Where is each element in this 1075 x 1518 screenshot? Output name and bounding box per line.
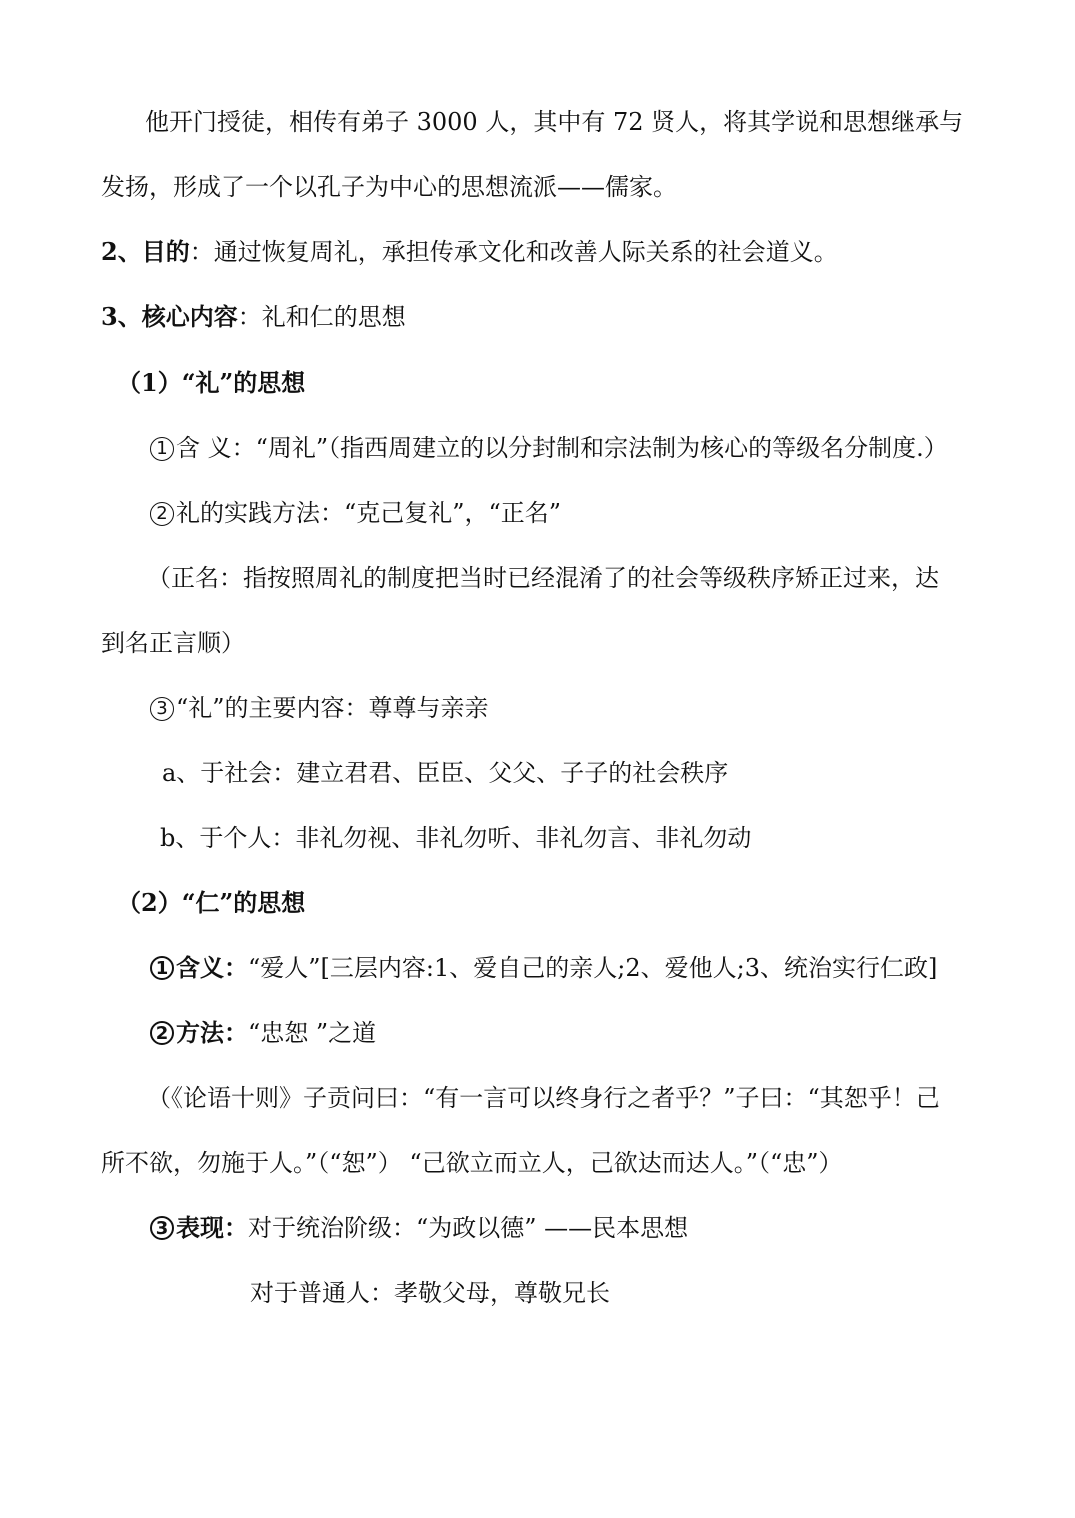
item-text: “爱人”[三层内容:1、爱自己的亲人;2、爱他人;3、统治实行仁政] (248, 954, 938, 982)
note-line: （正名：指按照周礼的制度把当时已经混淆了的社会等级秩序矫正过来，达 (147, 564, 939, 592)
item-text: 含 义：“周礼”（指西周建立的以分封制和宗法制为核心的等级名分制度.） (176, 434, 948, 462)
item-text: 礼的实践方法：“克己复礼”，“正名” (176, 499, 562, 527)
subsection-heading-li: （1）“礼”的思想 (117, 368, 306, 397)
li-item-1 (150, 431, 948, 465)
ren-item-3-continuation: 对于普通人：孝敬父母，尊敬兄长 (250, 1279, 610, 1307)
section-2 (101, 235, 838, 269)
section-heading: 2、目的 (101, 237, 190, 266)
section-text: 通过恢复周礼，承担传承文化和改善人际关系的社会道义。 (213, 238, 838, 266)
circled-number: 2 (150, 502, 174, 526)
quote-line: （《论语十则》子贡问曰：“有一言可以终身行之者乎？”子曰：“其恕乎！己 (147, 1084, 940, 1112)
note-line: 到名正言顺） (101, 629, 245, 657)
ren-item-1 (150, 951, 937, 985)
section-heading: 3、核心内容 (101, 302, 238, 331)
item-label: 含义： (176, 953, 248, 982)
circled-number: 3 (150, 1216, 174, 1240)
colon: ： (237, 303, 262, 331)
item-text: 对于统治阶级：“为政以德” ——民本思想 (248, 1214, 689, 1242)
li-item-2 (150, 496, 561, 530)
paragraph-line: 他开门授徒，相传有弟子 3000 人，其中有 72 贤人，将其学说和思想继承与 (145, 108, 964, 136)
quote-line: 所不欲，勿施于人。”（“恕”） “己欲立而立人，己欲达而达人。”（“忠”） (101, 1149, 843, 1177)
ren-item-3 (150, 1211, 688, 1245)
item-label: 表现： (176, 1213, 248, 1242)
subsection-heading-ren: （2）“仁”的思想 (117, 888, 306, 917)
circled-number: 1 (150, 956, 174, 980)
item-label: 方法： (176, 1018, 248, 1047)
sub-item-a: a、于社会：建立君君、臣臣、父父、子子的社会秩序 (162, 759, 729, 787)
circled-number: 2 (150, 1021, 174, 1045)
ren-item-2 (150, 1016, 376, 1050)
item-text: “礼”的主要内容：尊尊与亲亲 (176, 694, 489, 722)
circled-number: 3 (150, 697, 174, 721)
li-item-3 (150, 691, 489, 725)
sub-item-b: b、于个人：非礼勿视、非礼勿听、非礼勿言、非礼勿动 (160, 824, 752, 852)
paragraph-line: 发扬，形成了一个以孔子为中心的思想流派——儒家。 (101, 173, 677, 201)
colon: ： (189, 238, 214, 266)
item-text: “忠恕 ”之道 (248, 1019, 377, 1047)
section-3 (101, 300, 406, 334)
section-text: 礼和仁的思想 (261, 303, 406, 331)
circled-number: 1 (150, 437, 174, 461)
